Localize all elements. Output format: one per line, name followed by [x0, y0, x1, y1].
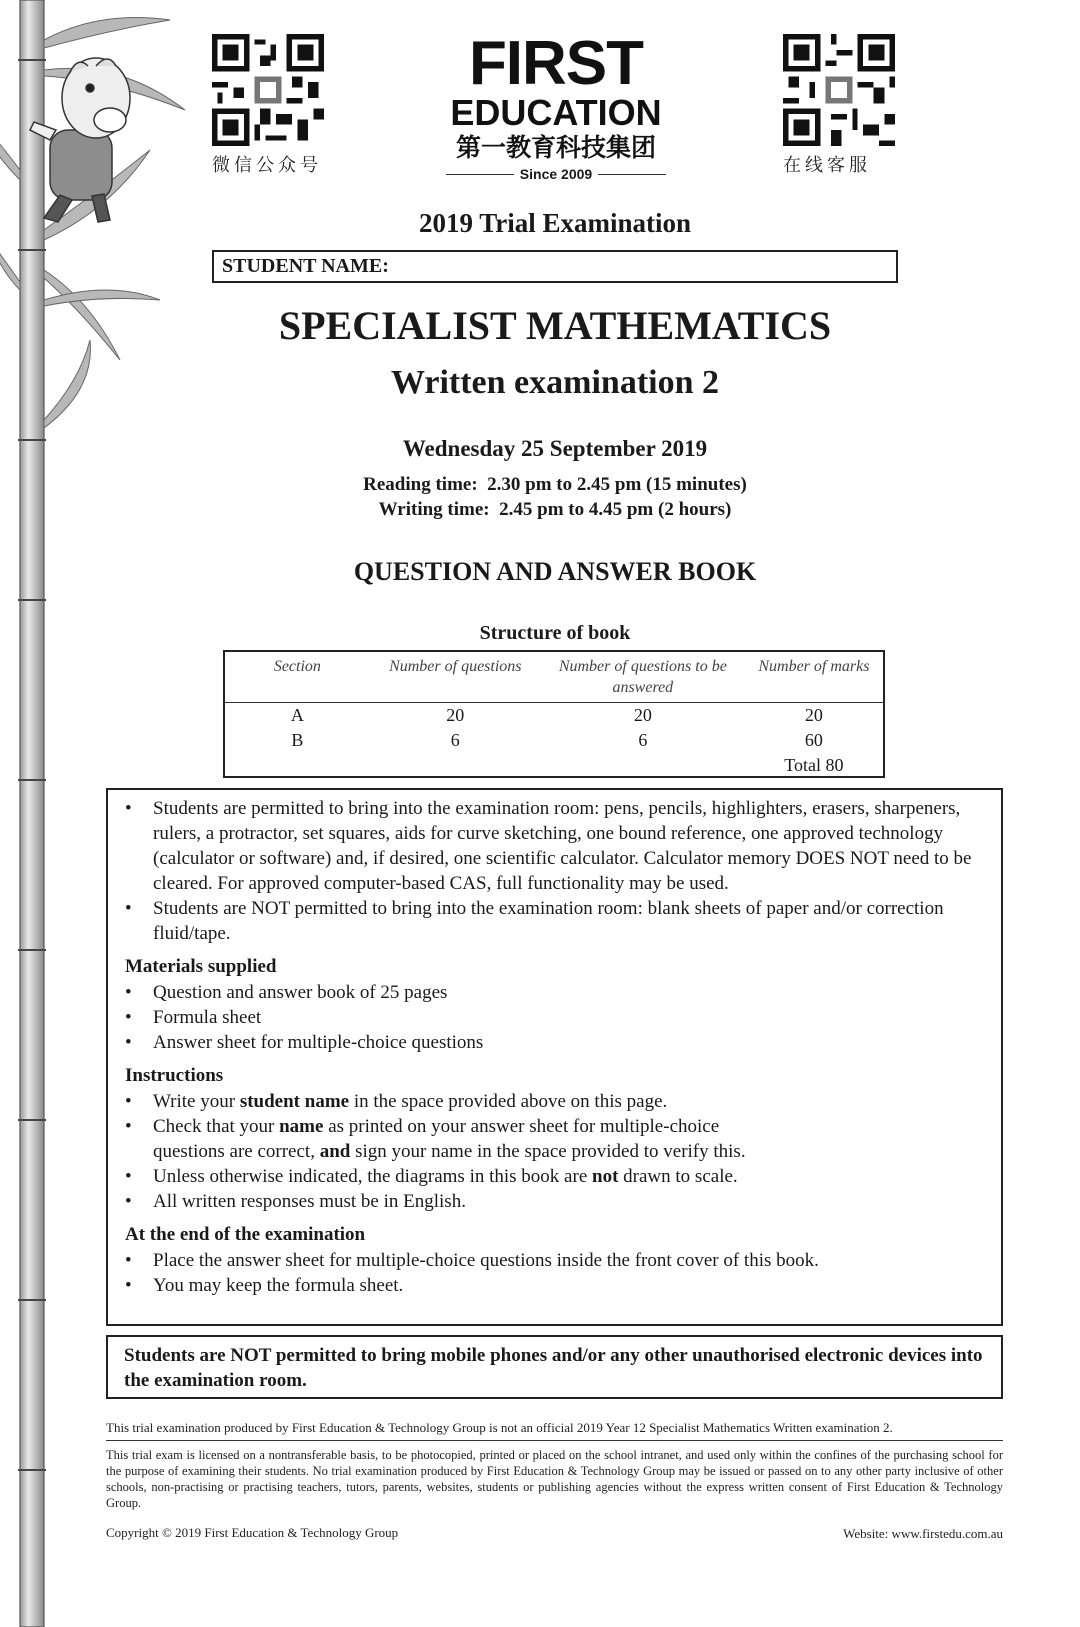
list-item: • Check that your name as printed on your answer sheet for multiple-choice questions are correct, and sign your name in the space provided to verify this.: [108, 1114, 989, 1164]
col-section: Section: [225, 652, 370, 703]
list-item: • Place the answer sheet for multiple-choice questions inside the front cover of this book.: [108, 1248, 989, 1273]
exam-date: Wednesday 25 September 2019: [402, 436, 708, 461]
col-marks: Number of marks: [745, 652, 883, 703]
total-marks: Total 80: [784, 755, 844, 775]
list-item: • Unless otherwise indicated, the diagrams in this book are not drawn to scale.: [108, 1164, 989, 1189]
logo-word-first: FIRST: [468, 29, 644, 98]
row-b-questions: 6: [450, 730, 460, 750]
list-item: • You may keep the formula sheet.: [108, 1273, 989, 1298]
list-item: • Students are NOT permitted to bring into the examination room: blank sheets of paper and/or correction fluid/tape.: [108, 896, 989, 946]
logo-since: Since 2009: [519, 166, 593, 182]
student-name-box[interactable]: [212, 250, 898, 283]
row-a-marks: 20: [804, 705, 823, 725]
row-b-section: B: [291, 730, 304, 750]
logo-word-education: EDUCATION: [450, 92, 662, 133]
structure-table: [223, 650, 885, 778]
student-name-label: STUDENT NAME:: [222, 255, 389, 277]
materials-list: [108, 980, 989, 1055]
col-answered: Number of questions to be answered: [541, 652, 745, 703]
list-item: • Question and answer book of 25 pages: [108, 980, 989, 1005]
list-item: • Formula sheet: [108, 1005, 989, 1030]
exam-title: Written examination 2: [390, 364, 719, 401]
footer-disclaimer: This trial examination produced by First Education & Technology Group is not an official 2019 Year 12 Specialist Mathematics Written examination 2.: [106, 1420, 893, 1435]
since-rule-right: [598, 174, 666, 175]
permitted-items-list: [108, 796, 989, 946]
subject-title: SPECIALIST MATHEMATICS: [278, 303, 832, 348]
list-item: • Students are permitted to bring into the examination room: pens, pencils, highlighters, erasers, sharpeners, rulers, a protractor, set squares, aids for curve sketching, one bound reference, one approved technology (calculator or software) and, if desired, one scientific calculator. Calculator memory DOES NOT need to be cleared. For approved computer-based CAS, full functionality may be used.: [108, 796, 989, 896]
end-heading: At the end of the examination: [125, 1224, 366, 1245]
mobile-phone-warning: Students are NOT permitted to bring mobile phones and/or any other unauthorised electronic devices into the examination room.: [106, 1335, 1003, 1399]
trial-exam-label: 2019 Trial Examination: [418, 208, 692, 238]
qr-left-block: [212, 34, 327, 177]
first-education-logo: [440, 29, 672, 184]
structure-title: Structure of book: [479, 622, 631, 644]
footer-divider: [106, 1440, 1003, 1441]
row-a-section: A: [290, 705, 304, 725]
reading-time: Reading time: 2.30 pm to 2.45 pm (15 minutes): [363, 474, 747, 495]
list-item: • All written responses must be in English.: [108, 1189, 989, 1214]
row-b-marks: 60: [804, 730, 823, 750]
footer-website-link[interactable]: Website: www.firstedu.com.au: [843, 1526, 1003, 1541]
footer-license: This trial exam is licensed on a nontransferable basis, to be photocopied, printed or placed on the school intranet, and used only within the confines of the purchasing school for the purpose of examining their students. No trial examination produced by First Education & Technology Group may be issued or passed on to any other party inclusive of other schools, non-practising or practising teachers, tutors, parents, websites, students or publishing agencies without the express written consent of First Education & Technology Group.: [106, 1448, 1003, 1510]
qr-right-caption: 在线客服: [783, 155, 871, 176]
footer-copyright: Copyright © 2019 First Education & Technology Group: [106, 1525, 399, 1540]
table-row: [225, 728, 883, 753]
qr-right-block: [783, 34, 898, 177]
qr-code-wechat-icon[interactable]: [212, 34, 324, 146]
instructions-box: [106, 788, 1003, 1326]
row-a-questions: 20: [446, 705, 465, 725]
qr-left-caption: 微信公众号: [212, 155, 322, 176]
qr-code-support-icon[interactable]: [783, 34, 895, 146]
book-title: QUESTION AND ANSWER BOOK: [353, 557, 757, 586]
cartoon-character: [30, 58, 130, 222]
instructions-list: [108, 1089, 989, 1214]
structure-header-row: [225, 652, 883, 703]
writing-time: Writing time: 2.45 pm to 4.45 pm (2 hours): [378, 499, 732, 520]
instructions-heading: Instructions: [125, 1065, 224, 1086]
table-row: [225, 753, 883, 778]
col-questions: Number of questions: [370, 652, 541, 703]
end-list: [108, 1248, 989, 1298]
list-item: • Answer sheet for multiple-choice questions: [108, 1030, 989, 1055]
materials-heading: Materials supplied: [125, 956, 277, 977]
since-rule-left: [446, 174, 514, 175]
logo-chinese-name: 第一教育科技集团: [455, 133, 656, 162]
row-a-answered: 20: [633, 705, 652, 725]
table-row: [225, 703, 883, 729]
row-b-answered: 6: [638, 730, 648, 750]
list-item: • Write your student name in the space provided above on this page.: [108, 1089, 989, 1114]
